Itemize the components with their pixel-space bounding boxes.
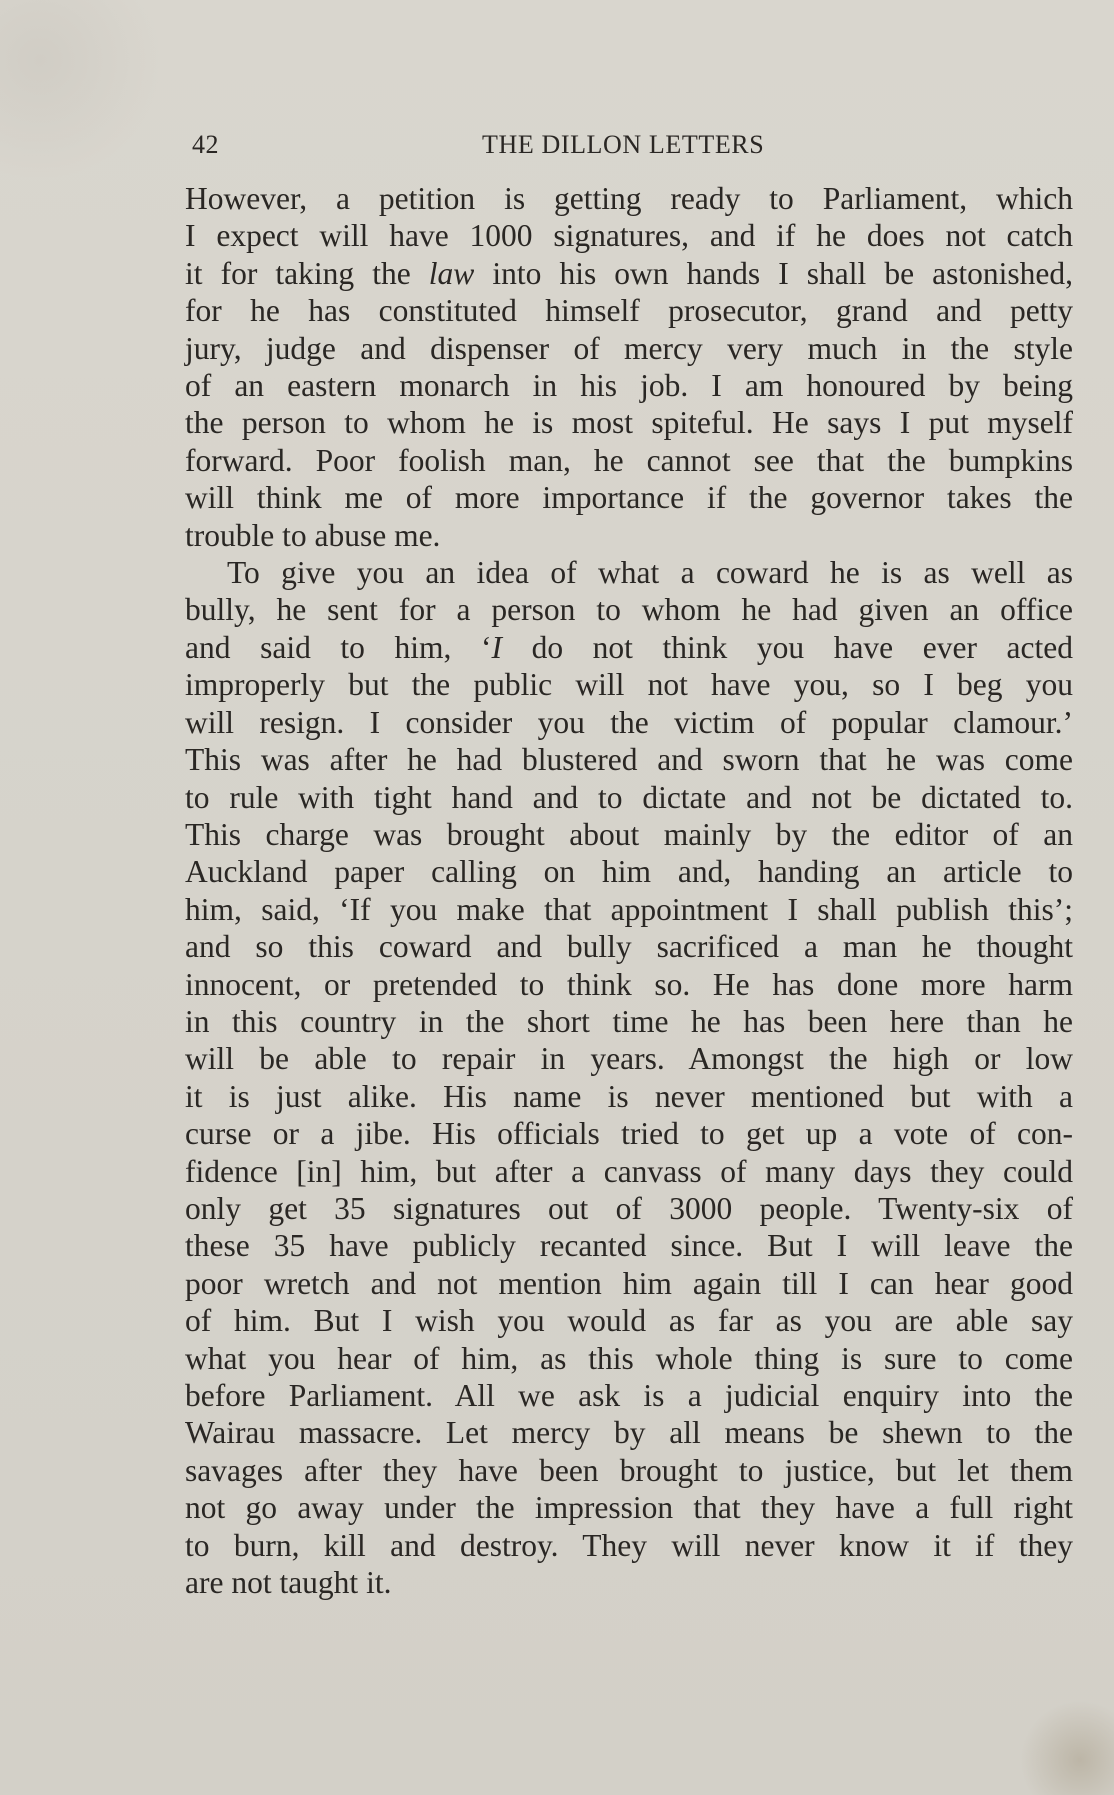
text-line: to rule with tight hand and to dictate and not be dictated to. <box>185 779 1073 815</box>
text-line: Auckland paper calling on him and, handing an article to <box>185 854 1073 890</box>
text-line: in this country in the short time he has been here than he <box>185 1003 1073 1039</box>
text-fragment: do not think you have ever acted <box>501 629 1073 665</box>
paragraph-2 <box>185 554 1073 1601</box>
text-line: improperly but the public will not have you, so I beg you <box>185 667 1073 703</box>
italic-word: I <box>491 629 502 665</box>
text-line-with-italic <box>185 629 1073 666</box>
text-fragment: and said to him, ‘ <box>185 629 492 665</box>
text-line: will resign. I consider you the victim of popular clamour.’ <box>185 704 1073 740</box>
text-line: it is just alike. His name is never mentioned but with a <box>185 1078 1073 1114</box>
text-line: I expect will have 1000 signatures, and if he does not catch <box>185 218 1073 254</box>
text-line: savages after they have been brought to justice, but let them <box>185 1452 1073 1488</box>
text-line: these 35 have publicly recanted since. But I will leave the <box>185 1228 1073 1264</box>
text-line: forward. Poor foolish man, he cannot see that the bumpkins <box>185 442 1073 478</box>
text-line: for he has constituted himself prosecutor, grand and petty <box>185 293 1073 329</box>
text-line: To give you an idea of what a coward he is as well as <box>227 555 1073 591</box>
text-line: of an eastern monarch in his job. I am honoured by being <box>185 368 1073 404</box>
text-body <box>185 180 1073 1601</box>
text-line: fidence [in] him, but after a canvass of many days they could <box>185 1153 1073 1189</box>
text-line: not go away under the impression that they have a full right <box>185 1490 1073 1526</box>
text-line: This was after he had blustered and sworn that he was come <box>185 742 1073 778</box>
text-line: Wairau massacre. Let mercy by all means be shewn to the <box>185 1415 1073 1451</box>
text-line-with-italic <box>185 255 1073 292</box>
text-line: poor wretch and not mention him again till I can hear good <box>185 1265 1073 1301</box>
text-line: him, said, ‘If you make that appointment I shall publish this’; <box>185 891 1073 927</box>
text-line: This charge was brought about mainly by the editor of an <box>185 816 1073 852</box>
text-line: only get 35 signatures out of 3000 people. Twenty-six of <box>185 1190 1073 1226</box>
text-line: are not taught it. <box>185 1565 392 1601</box>
text-fragment: into his own hands I shall be astonished, <box>474 255 1074 291</box>
text-line: trouble to abuse me. <box>185 517 441 553</box>
paragraph-1 <box>185 180 1073 554</box>
text-line: to burn, kill and destroy. They will never know it if they <box>185 1527 1073 1563</box>
text-line: bully, he sent for a person to whom he had given an office <box>185 592 1073 628</box>
text-line: innocent, or pretended to think so. He has done more harm <box>185 966 1073 1002</box>
text-line: However, a petition is getting ready to Parliament, which <box>185 181 1073 216</box>
text-fragment: it for taking the <box>185 255 429 291</box>
text-line: jury, judge and dispenser of mercy very much in the style <box>185 330 1073 366</box>
text-line: will be able to repair in years. Amongst the high or low <box>185 1041 1073 1077</box>
text-line: of him. But I wish you would as far as you are able say <box>185 1303 1073 1339</box>
text-line: will think me of more importance if the governor takes the <box>185 480 1073 516</box>
italic-word: law <box>428 255 475 291</box>
running-head <box>192 130 1074 162</box>
text-line: and so this coward and bully sacrificed a man he thought <box>185 929 1073 965</box>
text-line: the person to whom he is most spiteful. He says I put myself <box>185 405 1073 441</box>
page-number: 42 <box>192 130 219 159</box>
book-title: THE DILLON LETTERS <box>482 130 765 159</box>
text-line: what you hear of him, as this whole thing is sure to come <box>185 1340 1073 1376</box>
text-line: curse or a jibe. His officials tried to get up a vote of con- <box>185 1116 1073 1152</box>
text-line: before Parliament. All we ask is a judicial enquiry into the <box>185 1378 1073 1413</box>
